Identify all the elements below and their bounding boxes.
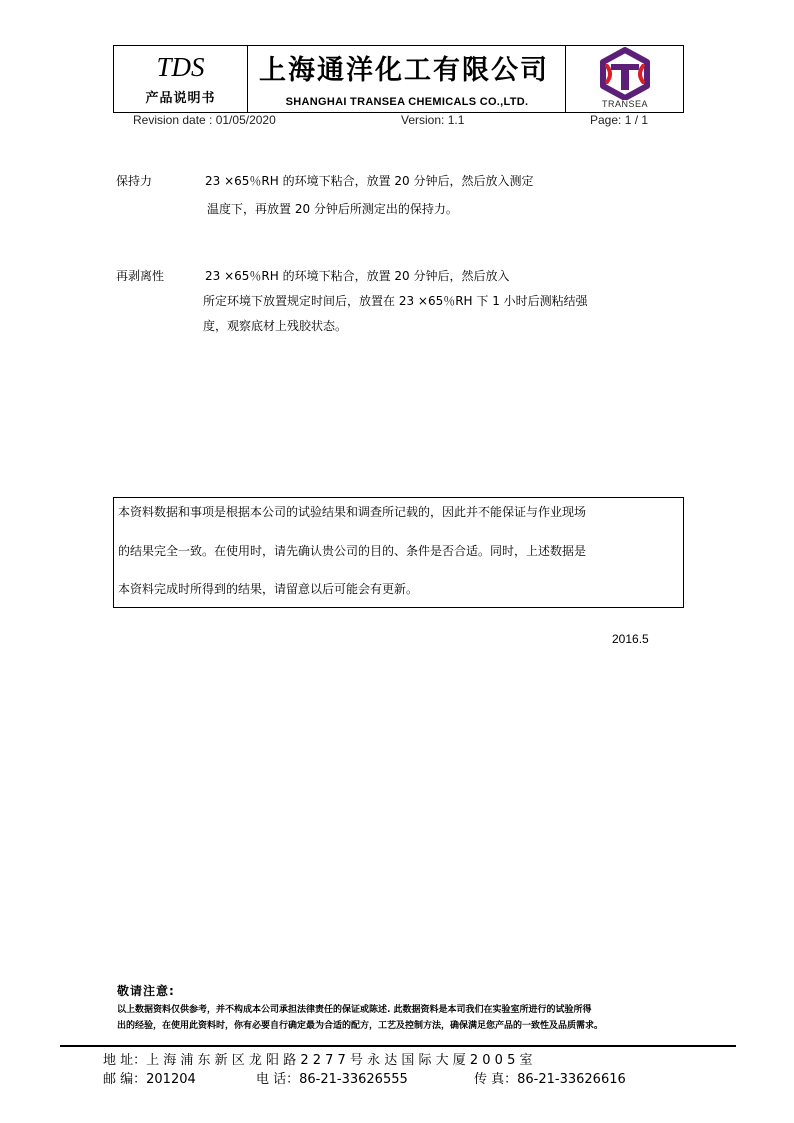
logo-mark-icon: [566, 46, 684, 100]
company-logo: [566, 46, 684, 112]
section-label-holding-power: 保持力: [116, 174, 153, 188]
section-text-line: 所定环境下放置规定时间后，放置在 23 ×65％RH 下 1 小时后测粘结强: [203, 294, 588, 308]
disclaimer-line: 的结果完全一致。在使用时，请先确认贵公司的目的、条件是否合适。同时，上述数据是: [118, 544, 587, 558]
section-text-line: 23 ×65％RH 的环境下粘合，放置 20 分钟后，然后放入测定: [205, 174, 534, 188]
footer-divider: [60, 1045, 736, 1047]
precaution-title: 敬请注意:: [117, 984, 175, 998]
precaution-line: 以上数据资料仅供参考，并不构成本公司承担法律责任的保证或陈述. 此数据资料是本司我们在实验室所进行的试验所得: [117, 1005, 592, 1015]
logo-wordmark: TRANSEA: [601, 99, 648, 109]
document-header: [113, 45, 684, 113]
footer-phone: 电 话：86-21-33626555: [256, 1072, 408, 1087]
section-text-line: 温度下，再放置 20 分钟后所测定出的保持力。: [207, 202, 458, 216]
doc-code: TDS: [156, 52, 205, 82]
page-number: Page: 1 / 1: [590, 113, 649, 127]
precaution-line: 出的经验，在使用此资料时，你有必要自行确定最为合适的配方，工艺及控制方法，确保满足您产品的一致性及品质需求。: [117, 1021, 604, 1031]
footer-postcode: 邮 编：201204: [103, 1072, 196, 1087]
section-text-line: 23 ×65％RH 的环境下粘合，放置 20 分钟后，然后放入: [205, 269, 510, 283]
section-label-removability: 再剥离性: [116, 269, 165, 283]
disclaimer-line: 本资料完成时所得到的结果，请留意以后可能会有更新。: [118, 582, 419, 596]
company-name-en: SHANGHAI TRANSEA CHEMICALS CO.,LTD.: [285, 96, 529, 108]
revision-date: Revision date : 01/05/2020: [133, 113, 276, 127]
footer-fax: 传 真：86-21-33626616: [474, 1072, 626, 1087]
footer-address: 地 址：上 海 浦 东 新 区 龙 阳 路 2 2 7 7 号 永 达 国 际 大 厦 2 0 0 5 室: [103, 1053, 533, 1068]
issue-date: 2016.5: [612, 632, 649, 646]
disclaimer-line: 本资料数据和事项是根据本公司的试验结果和调查所记载的，因此并不能保证与作业现场: [118, 505, 587, 519]
version: Version: 1.1: [401, 113, 465, 127]
company-name-cn: 上海通洋化工有限公司: [259, 55, 549, 86]
doc-subtitle: 产品说明书: [145, 91, 216, 106]
header-divider: [247, 46, 248, 112]
section-text-line: 度，观察底材上残胶状态。: [203, 319, 348, 333]
disclaimer-box: [113, 497, 684, 608]
